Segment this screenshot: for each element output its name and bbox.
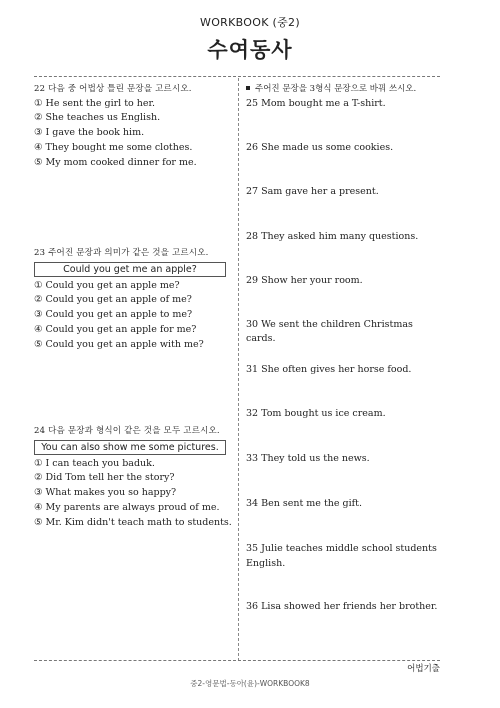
exercise-item: 28 They asked him many questions.: [246, 231, 419, 242]
exercise-item: 25 Mom bought me a T-shirt.: [246, 98, 386, 109]
option: ④ My parents are always proud of me.: [34, 501, 220, 513]
option: ① He sent the girl to her.: [34, 97, 156, 109]
workbook-subtitle: WORKBOOK (중2): [200, 16, 300, 29]
bottom-divider: [34, 660, 440, 661]
question-22: [34, 82, 234, 170]
question-prompt: 23 주어진 문장과 의미가 같은 것을 고르시오.: [34, 248, 209, 258]
instruction-text: 주어진 문장을 3형식 문장으로 바꿔 쓰시오.: [255, 84, 417, 94]
exercise-item: 30 We sent the children Christmas cards.: [246, 319, 413, 344]
exercise-item: 27 Sam gave her a present.: [246, 186, 379, 197]
option: ③ What makes you so happy?: [34, 487, 177, 499]
question-prompt: 24 다음 문장과 형식이 같은 것을 모두 고르시오.: [34, 426, 220, 436]
instruction: [246, 82, 416, 94]
page-title: 수여동사: [207, 38, 293, 62]
option: ⑤ Could you get an apple with me?: [34, 338, 204, 350]
question-23: [34, 246, 234, 352]
option: ② Did Tom tell her the story?: [34, 472, 175, 484]
option: ② She teaches us English.: [34, 112, 161, 124]
given-sentence-box: You can also show me some pictures.: [34, 440, 226, 455]
option: ④ They bought me some clothes.: [34, 141, 193, 153]
option: ③ I gave the book him.: [34, 127, 145, 139]
option: ⑤ My mom cooked dinner for me.: [34, 156, 197, 168]
question-24: [34, 424, 234, 530]
top-divider: [34, 76, 440, 77]
option: ⑤ Mr. Kim didn't teach math to students.: [34, 516, 232, 528]
option: ① Could you get an apple me?: [34, 279, 180, 291]
exercise-item: 31 She often gives her horse food.: [246, 364, 412, 375]
exercise-item: 26 She made us some cookies.: [246, 142, 394, 153]
column-divider: [238, 78, 239, 661]
option: ② Could you get an apple of me?: [34, 294, 192, 306]
exercise-item: 33 They told us the news.: [246, 453, 370, 464]
square-bullet-icon: [246, 86, 250, 90]
question-prompt: 22 다음 중 어법상 틀린 문장을 고르시오.: [34, 84, 192, 94]
option: ④ Could you get an apple for me?: [34, 323, 197, 335]
exercise-item: 34 Ben sent me the gift.: [246, 498, 363, 509]
exercise-item: 36 Lisa showed her friends her brother.: [246, 601, 438, 612]
given-sentence-box: Could you get me an apple?: [34, 262, 226, 277]
page-footer: 중2-영문법-동아(윤)-WORKBOOK8: [190, 679, 310, 688]
exercise-item: 32 Tom bought us ice cream.: [246, 408, 386, 419]
option: ③ Could you get an apple to me?: [34, 309, 193, 321]
exercise-item: 29 Show her your room.: [246, 275, 363, 286]
option: ① I can teach you baduk.: [34, 457, 155, 469]
footer-label: 어법기출: [407, 664, 440, 674]
exercise-item: 35 Julie teaches middle school students English.: [246, 543, 437, 569]
